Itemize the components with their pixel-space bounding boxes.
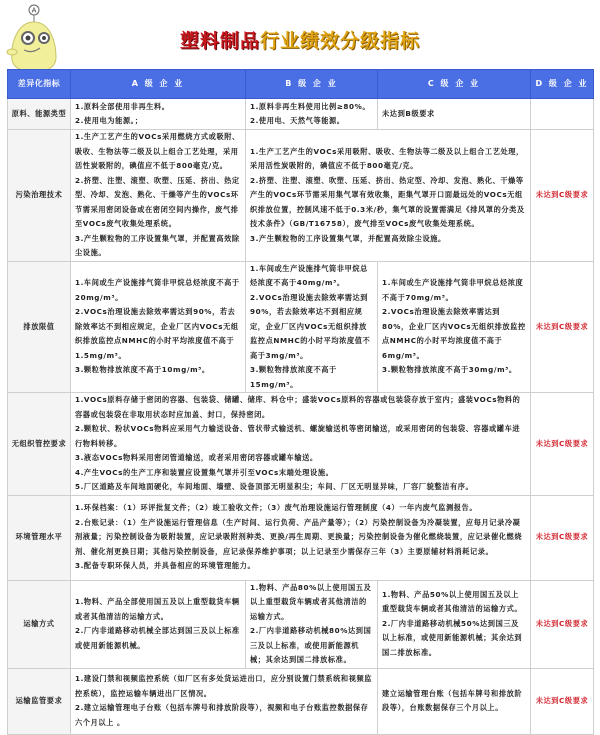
cell-line: 1.VOCs原料存储于密闭的容器、包装袋、储罐、储库、料仓中；盛装VOCs原料的容器或包装袋存放于室内；盛装VOCs物料的容器或包装袋在非取用状态时应加盖、封口，保持密闭。 <box>75 395 521 419</box>
cell-line: 2.使用电、天然气等能源。 <box>250 116 345 125</box>
cell-line: 1.原料非再生料使用比例≥80%。 <box>250 101 371 111</box>
title-part-red: 塑料制品 <box>179 30 260 52</box>
cell-b <box>246 261 378 393</box>
cell-c <box>378 580 531 668</box>
cell-line: 建立运输管理台账（包括车牌号和排放阶段等），台账数据保存三个月以上。 <box>382 688 523 712</box>
row-label: 运输监管要求 <box>8 668 71 734</box>
cell-line: 1.车间或生产设施排气筒非甲烷总烃浓度不高于40mg/m³。 <box>250 263 368 287</box>
cell-line: 1.生产工艺产生的VOCs采用燃烧方式或吸附、吸收、生物法等二级及以上组合工艺处理，采用活性炭吸附的，碘值应不低于800毫克/克。 <box>75 132 240 170</box>
cell-c: 未达到B级要求 <box>378 99 531 130</box>
cell-a <box>71 261 246 393</box>
row-label: 运输方式 <box>8 580 71 668</box>
cell-a <box>71 130 246 262</box>
table-row <box>8 261 594 393</box>
cell-line: 1.原料全部使用非再生料。 <box>75 101 170 111</box>
cell-line: 2.厂内非道路移动机械全部达到国三及以上标准或使用新能源机械。 <box>75 626 240 650</box>
cell-line: 3.颗粒物排放浓度不高于10mg/m³。 <box>75 365 210 374</box>
cell-line: 2.VOCs治理设施去除效率需达到80%，企业厂区内VOCs无组织排放监控点NMHC的小时平均浓度值不高于6mg/m³。 <box>382 307 526 360</box>
cell-line: 1.物料、产品80%以上使用国五及以上重型载货车辆或者其他清洁的运输方式。 <box>250 582 372 621</box>
table-row <box>8 580 594 668</box>
table-row <box>8 393 594 496</box>
cell-line: 2.挤塑、注塑、滚塑、吹塑、压延、挤出、热定型、冷却、发泡、熟化、干燥等产生的VOCs环节需采用密闭设备或在密闭空间内操作，废气排至VOCs废气收集处理系统。 <box>75 175 240 228</box>
cell-line: 4.产生VOCs的生产工序和装置应设置集气罩并引至VOCs末端处理设施。 <box>75 467 334 477</box>
title-part-gold: 行业绩效分级指标 <box>260 30 421 52</box>
header-indicator: 差异化指标 <box>8 70 71 99</box>
cell-line: 3.产生颗粒物的工序设置集气罩，并配置高效除尘设施。 <box>75 233 240 257</box>
cell-line: 1.物料、产品50%以上使用国五及以上重型载货车辆或者其他清洁的运输方式。 <box>382 589 523 614</box>
row-label: 环境管理水平 <box>8 495 71 580</box>
cell-bc <box>246 130 531 262</box>
mascot-badge-letter: A <box>31 6 37 15</box>
table-row <box>8 495 594 580</box>
cell-line: 3.液态VOCs物料采用密闭管道输送，或者采用密闭容器或罐车输送。 <box>75 453 318 462</box>
cell-line: 1.车间或生产设施排气筒非甲烷总烃浓度不高于20mg/m³。 <box>75 278 240 302</box>
table-row <box>8 99 594 130</box>
cell-abc <box>71 393 531 496</box>
cell-b <box>246 580 378 668</box>
cell-line: 5.厂区道路及车间地面硬化，车间地面、墙壁、设备顶部无明显积尘；车间、厂区无明显异味，厂容厂貌整洁有序。 <box>75 482 474 491</box>
row-label: 原料、能源类型 <box>8 99 71 130</box>
cell-line: 2.挤塑、注塑、滚塑、吹塑、压延、挤出、热定型、冷却、发泡、熟化、干燥等产生的VOCs环节需采用集气罩有效收集，距集气罩开口面最远处的VOCs无组织排放位置，控制风速不低于0.3米/秒，集气罩的设置需满足《排风罩的分类及技术条件》（GB/T16758），废气排至VOCs废气收集处理系统。 <box>250 175 525 228</box>
cell-line: 1.环保档案：（1）环评批复文件；（2）竣工验收文件；（3）废气治理设施运行管理制度（4）一年内废气监测报告。 <box>75 503 478 513</box>
header-grade-b: B 级 企 业 <box>246 70 378 99</box>
cell-line: 2.厂内非道路移动机械80%达到国三及以上标准，或使用新能源机械；其余达到国二排放标准。 <box>250 626 372 664</box>
cell-d: 未达到C级要求 <box>531 495 594 580</box>
header-grade-d: D 级 企 业 <box>531 70 594 99</box>
cell-line: 2.颗粒状、粉状VOCs物料应采用气力输送设备、管状带式输送机、螺旋输送机等密闭输送，或采用密闭的包装袋、容器或罐车进行物料转移。 <box>75 424 521 448</box>
cell-b <box>246 99 378 130</box>
cell-a <box>71 580 246 668</box>
cell-d: 未达到C级要求 <box>531 130 594 262</box>
cell-line: 2.VOCs治理设施去除效率需达到90%，若去除效率达不到相应规定，企业厂区内VOCs无组织排放监控点NMHC的小时平均浓度值不高于1.5mg/m³。 <box>75 307 239 360</box>
cell-line: 2.建立运输管理电子台账（包括车牌号和排放阶段等），视频和电子台账监控数据保存六个月以上 。 <box>75 703 369 727</box>
cell-line: 1.物料、产品全部使用国五及以上重型载货车辆或者其他清洁的运输方式。 <box>75 597 240 621</box>
cell-line: 2.使用电为能源。； <box>75 116 143 125</box>
row-label: 污染治理技术 <box>8 130 71 262</box>
cell-line: 2.厂内非道路移动机械50%达到国三及以上标准，或使用新能源机械；其余达到国二排放标准。 <box>382 618 523 657</box>
cell-abc <box>71 495 531 580</box>
page-title <box>0 26 600 53</box>
cell-line: 1.生产工艺产生的VOCs采用吸附、吸收、生物法等二级及以上组合工艺处理，采用活性炭吸附的，碘值应不低于800毫克/克。 <box>250 146 524 170</box>
row-label: 排放限值 <box>8 261 71 393</box>
header-grade-c: C 级 企 业 <box>378 70 531 99</box>
cell-line: 2.台账记录：（1）生产设施运行管理信息（生产时间、运行负荷、产品产量等）；（2）污染控制设备为冷凝装置，应每月记录冷凝剂液量；污染控制设备为吸附装置，应记录吸附剂种类、更换/再生周期、更换量；污染控制设备为催化燃烧装置，应记录催化燃烧剂、催化剂更换日期；其他污染控制设备，应记录保养维护事项；以上记录至少需保存三年（3）主要原辅材料消耗记录。 <box>75 517 523 556</box>
header-grade-a: A 级 企 业 <box>71 70 246 99</box>
cell-d: 未达到C级要求 <box>531 261 594 393</box>
cell-line: 3.配备专职环保人员，并具备相应的环境管理能力。 <box>75 561 256 571</box>
cell-line: 3.颗粒物排放浓度不高于15mg/m³。 <box>250 365 337 389</box>
table-header-row <box>8 70 594 99</box>
cell-line: 3.产生颗粒物的工序设置集气罩，并配置高效除尘设施。 <box>250 233 446 243</box>
cell-d: 未达到C级要求 <box>531 393 594 496</box>
cell-ab <box>71 668 378 734</box>
cell-line: 2.VOCs治理设施去除效率需达到90%，若去除效率达不到相应规定，企业厂区内VOCs无组织排放监控点NMHC的小时平均浓度值不高于3mg/m³。 <box>250 292 371 360</box>
cell-c <box>378 261 531 393</box>
cell-d: 未达到C级要求 <box>531 668 594 734</box>
cell-d <box>531 99 594 130</box>
cell-c <box>378 668 531 734</box>
cell-line: 1.建设门禁和视频监控系统（如厂区有多处货运进出口，应分别设置门禁系统和视频监控系统），监控运输车辆进出厂区情况。 <box>75 674 373 698</box>
cell-d: 未达到C级要求 <box>531 580 594 668</box>
cell-a <box>71 99 246 130</box>
cell-line: 1.车间或生产设施排气筒非甲烷总烃浓度不高于70mg/m³。 <box>382 278 524 302</box>
table-row <box>8 130 594 262</box>
table-row <box>8 668 594 734</box>
row-label: 无组织管控要求 <box>8 393 71 496</box>
performance-grading-table <box>7 69 594 735</box>
cell-line: 3.颗粒物排放浓度不高于30mg/m³。 <box>382 365 517 374</box>
